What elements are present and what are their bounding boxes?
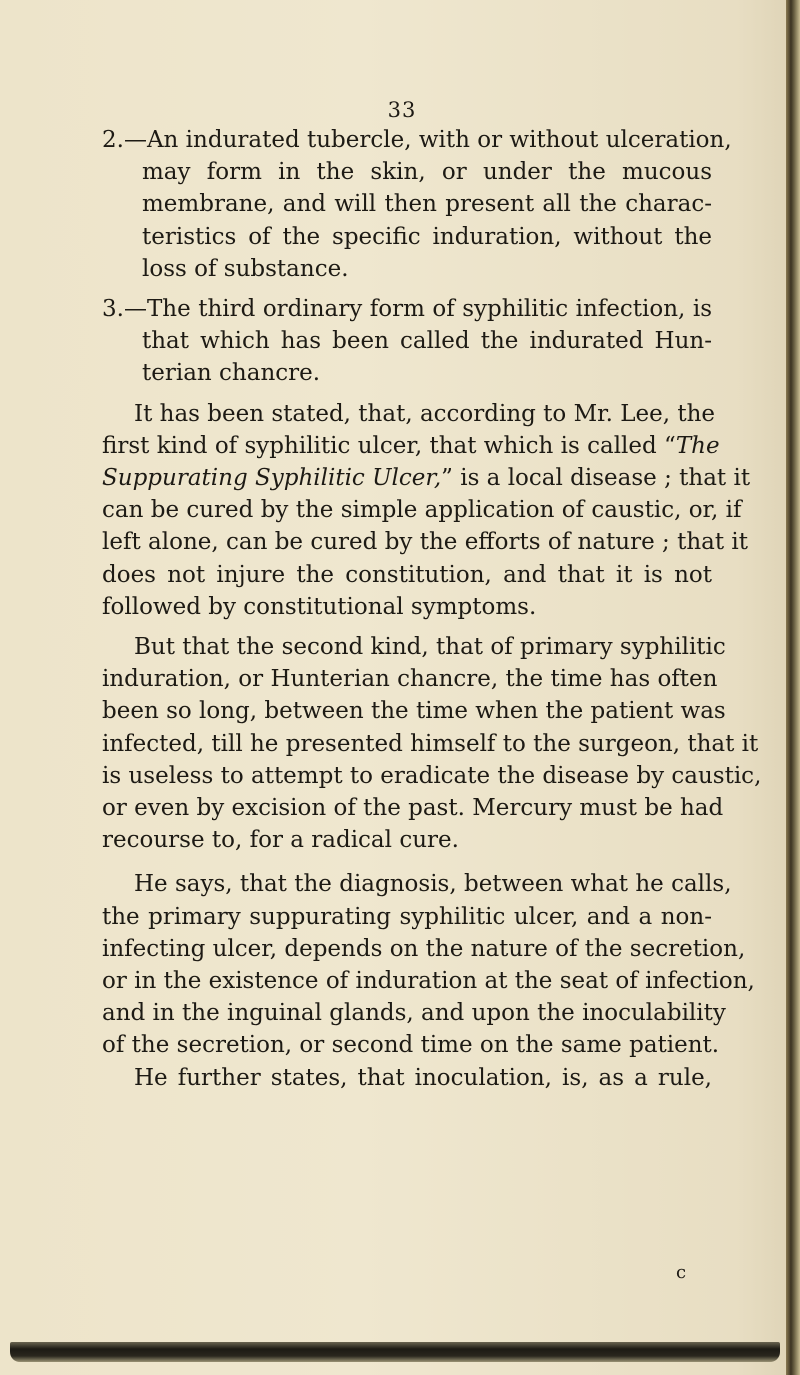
catchword-signature: c xyxy=(676,1262,687,1283)
text-line: and in the inguinal glands, and upon the inoculability xyxy=(102,1000,726,1027)
list-item-2 xyxy=(102,124,732,285)
text-line: Suppurating Syphilitic Ulcer,” is a local disease ; that it xyxy=(102,465,751,492)
text-line: of the secretion, or second time on the same patient. xyxy=(102,1032,720,1059)
text-line: does not injure the constitution, and that it is not xyxy=(102,561,712,588)
text-line: first kind of syphilitic ulcer, that which is called “The xyxy=(102,432,720,459)
text-line: membrane, and will then present all the charac- xyxy=(142,191,712,218)
body-text xyxy=(102,124,762,1094)
page-edge-shadow xyxy=(786,0,800,1375)
text-line: followed by constitutional symptoms. xyxy=(102,593,537,620)
text-line: induration, or Hunterian chancre, the time has often xyxy=(102,666,718,693)
paragraph-4 xyxy=(102,1062,712,1094)
text-line: loss of substance. xyxy=(142,255,349,282)
text-line: or even by excision of the past. Mercury must be had xyxy=(102,795,724,822)
text-line: terian chancre. xyxy=(142,360,321,387)
text-line: been so long, between the time when the patient was xyxy=(102,698,726,725)
text-line: He further states, that inoculation, is, as a rule, xyxy=(134,1064,712,1091)
paragraph-2 xyxy=(102,631,762,856)
text-line: teristics of the specific induration, without the xyxy=(142,223,712,250)
text-line: infected, till he presented himself to the surgeon, that it xyxy=(102,730,759,757)
text-line: 2.—An indurated tubercle, with or without ulceration, xyxy=(102,127,732,153)
paragraph-3 xyxy=(102,868,755,1061)
text-line: left alone, can be cured by the efforts of nature ; that it xyxy=(102,529,748,556)
text-line: It has been stated, that, according to Mr. Lee, the xyxy=(134,400,716,427)
text-line: or in the existence of induration at the seat of infection, xyxy=(102,968,755,995)
text-line: He says, that the diagnosis, between what he calls, xyxy=(134,871,732,898)
text-line: infecting ulcer, depends on the nature of the secretion, xyxy=(102,935,746,962)
paragraph-1 xyxy=(102,398,751,623)
text-line: that which has been called the indurated Hun- xyxy=(142,328,712,355)
text-line: But that the second kind, that of primary syphilitic xyxy=(134,634,726,661)
text-line: 3.—The third ordinary form of syphilitic infection, is xyxy=(102,296,712,323)
page-number: 33 xyxy=(387,98,417,122)
text-line: may form in the skin, or under the mucous xyxy=(142,159,712,186)
text-line: is useless to attempt to eradicate the disease by caustic, xyxy=(102,762,762,789)
list-item-3 xyxy=(102,293,712,390)
text-line: can be cured by the simple application of caustic, or, if xyxy=(102,497,742,524)
text-line: the primary suppurating syphilitic ulcer, and a non- xyxy=(102,903,712,930)
page-bottom-edge xyxy=(10,1342,780,1362)
text-line: recourse to, for a radical cure. xyxy=(102,827,459,854)
